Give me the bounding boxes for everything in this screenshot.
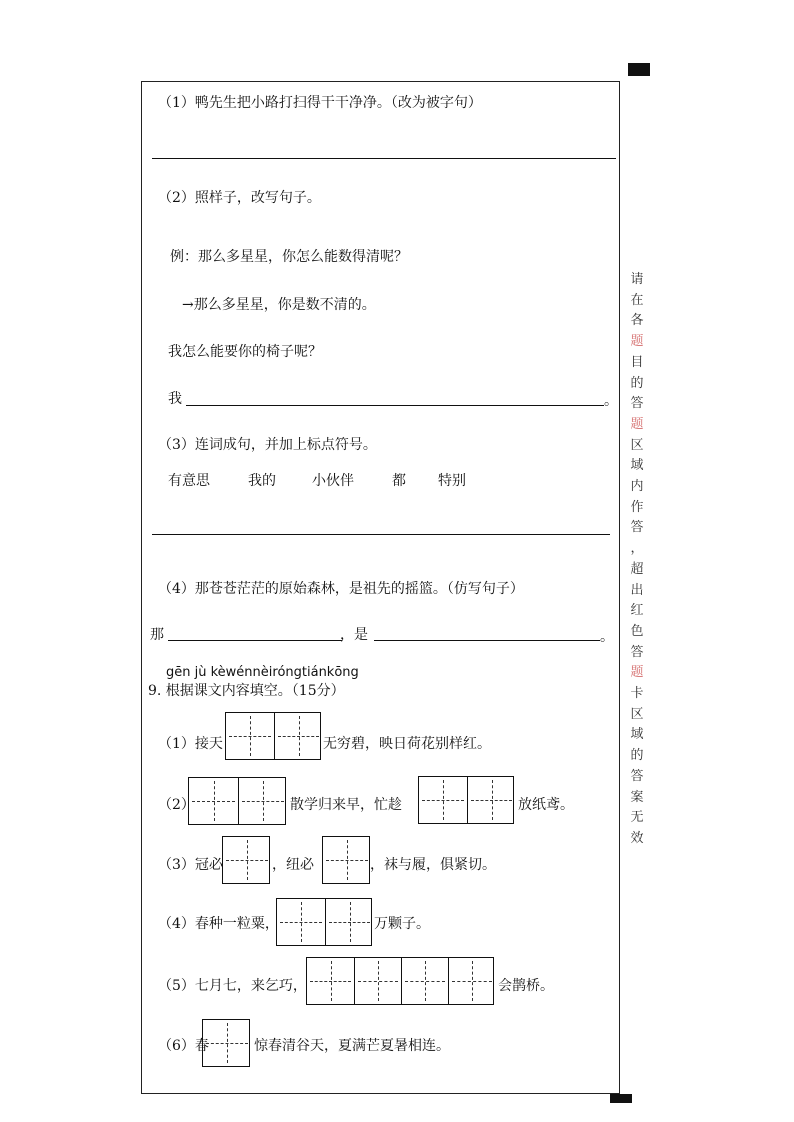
q9-line3-b: ，纽必: [272, 857, 314, 873]
notice-char: 题: [630, 334, 644, 350]
notice-char: 内: [630, 479, 644, 495]
notice-char: 答: [630, 520, 644, 536]
notice-char: 区: [630, 706, 644, 722]
grid-cell[interactable]: [203, 1020, 251, 1066]
notice-char: 的: [630, 375, 644, 391]
grid-cell[interactable]: [323, 837, 371, 883]
notice-char: 出: [630, 582, 644, 598]
q9-line3-a: （3）冠必: [158, 857, 223, 873]
notice-char: 答: [630, 396, 644, 412]
notice-char: 目: [630, 354, 644, 370]
q9-line2-b: 散学归来早，忙趁: [290, 797, 402, 813]
q8-example-a: 例：那么多星星，你怎么能数得清呢？: [170, 249, 408, 265]
word-4: 都: [392, 473, 406, 489]
word-3: 小伙伴: [312, 473, 354, 489]
notice-char: 各: [630, 313, 644, 329]
notice-char: 域: [630, 727, 644, 743]
grid-cell[interactable]: [226, 713, 274, 759]
grid-cell[interactable]: [467, 777, 515, 823]
notice-char: 红: [630, 603, 644, 619]
notice-char: 答: [630, 768, 644, 784]
grid-cell[interactable]: [419, 777, 467, 823]
notice-char: 效: [630, 830, 644, 846]
word-2: 我的: [248, 473, 276, 489]
notice-char: 作: [630, 499, 644, 515]
q8-item1-answer-line[interactable]: [152, 158, 616, 159]
q8-item2-answer-line[interactable]: [186, 405, 604, 406]
q9-line4-b: 万颗子。: [374, 916, 430, 932]
q9-line5-a: （5）七月七，来乞巧，: [158, 978, 307, 994]
answer-grid[interactable]: [276, 898, 372, 946]
q9-line5-b: 会鹊桥。: [498, 978, 554, 994]
answer-grid[interactable]: [188, 777, 286, 825]
q9-pinyin: gēn jù kèwénnèiróngtiánkōng: [166, 665, 359, 680]
q8-item4-prefix: 那: [150, 627, 164, 643]
word-1: 有意思: [168, 473, 210, 489]
grid-cell[interactable]: [238, 778, 287, 824]
q9-line1-b: 无穷碧，映日荷花别样红。: [323, 736, 491, 752]
q9-line2-c: 放纸鸢。: [518, 797, 574, 813]
grid-cell[interactable]: [401, 958, 448, 1004]
q8-item4-answer-line-a[interactable]: [168, 640, 342, 641]
notice-char: ，: [630, 541, 644, 557]
side-notice: [626, 270, 648, 850]
q8-item2: （2）照样子，改写句子。: [158, 190, 321, 206]
grid-cell[interactable]: [325, 899, 373, 945]
notice-char: 卡: [630, 686, 644, 702]
notice-char: 的: [630, 748, 644, 764]
q8-item1: （1）鸭先生把小路打扫得干干净净。（改为被字句）: [158, 95, 482, 111]
notice-char: 超: [630, 561, 644, 577]
q8-item4-mid: ，是: [340, 627, 368, 643]
notice-char: 题: [630, 416, 644, 432]
answer-grid[interactable]: [418, 776, 514, 824]
answer-grid[interactable]: [225, 712, 321, 760]
q9-line6-b: 惊春清谷天，夏满芒夏暑相连。: [254, 1038, 450, 1054]
q8-item3: （3）连词成句，并加上标点符号。: [158, 437, 377, 453]
word-5: 特别: [438, 473, 466, 489]
q8-answer-prefix: 我: [168, 391, 182, 407]
grid-cell[interactable]: [189, 778, 238, 824]
q8-item4: （4）那苍苍茫茫的原始森林，是祖先的摇篮。（仿写句子）: [158, 581, 524, 597]
q8-prompt2: 我怎么能要你的椅子呢？: [168, 344, 322, 360]
q9-line4-a: （4）春种一粒粟，: [158, 916, 279, 932]
notice-char: 题: [630, 665, 644, 681]
registration-mark-top: [628, 63, 650, 76]
notice-char: 在: [630, 292, 644, 308]
grid-cell[interactable]: [448, 958, 495, 1004]
q9-line3-c: ，袜与履，俱紧切。: [370, 857, 496, 873]
q9-title: 9. 根据课文内容填空。（15分）: [148, 683, 345, 699]
grid-cell[interactable]: [354, 958, 401, 1004]
notice-char: 案: [630, 789, 644, 805]
notice-char: 无: [630, 810, 644, 826]
answer-grid[interactable]: [202, 1019, 250, 1067]
grid-cell[interactable]: [223, 837, 271, 883]
notice-char: 色: [630, 623, 644, 639]
q8-item2-period: 。: [604, 393, 618, 409]
registration-mark-bottom: [610, 1094, 632, 1103]
q9-line1-a: （1）接天: [158, 736, 223, 752]
notice-char: 区: [630, 437, 644, 453]
notice-char: 请: [630, 272, 644, 287]
grid-cell[interactable]: [274, 713, 322, 759]
q8-item4-answer-line-b[interactable]: [374, 640, 600, 641]
q8-example-b: →那么多星星，你是数不清的。: [182, 297, 376, 313]
notice-char: 域: [630, 458, 644, 474]
answer-grid[interactable]: [306, 957, 494, 1005]
q9-line6-a: （6）春: [158, 1038, 209, 1054]
q9-line2-a: （2）: [158, 797, 195, 813]
notice-char: 答: [630, 644, 644, 660]
grid-cell[interactable]: [307, 958, 354, 1004]
q8-item4-end: 。: [600, 629, 614, 645]
q8-item3-answer-line[interactable]: [152, 534, 610, 535]
grid-cell[interactable]: [277, 899, 325, 945]
answer-grid[interactable]: [222, 836, 270, 884]
answer-grid[interactable]: [322, 836, 370, 884]
